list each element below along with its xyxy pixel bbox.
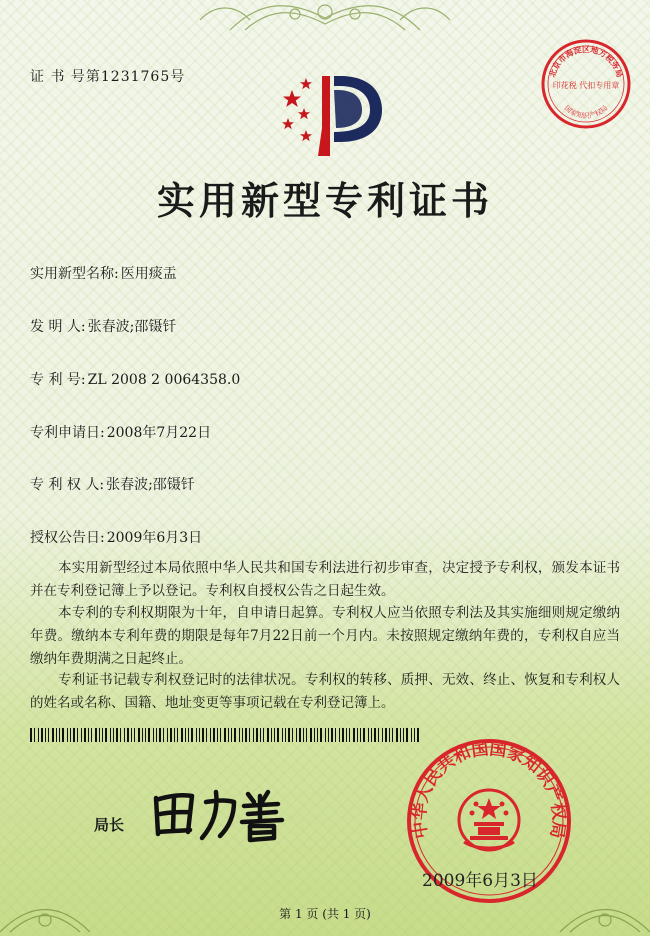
national-emblem bbox=[459, 790, 519, 850]
field-value: ZL 2008 2 0064358.0 bbox=[87, 372, 241, 388]
field-label: 授权公告日: bbox=[30, 530, 105, 546]
field-value: 2008年7月22日 bbox=[106, 425, 212, 441]
main-seal-ring-text: 中华人民共和国国家知识产权局 bbox=[409, 739, 569, 840]
director-label: 局长 bbox=[94, 816, 125, 834]
paragraph-legal-status: 专利证书记载专利权登记时的法律状况。专利权的转移、质押、无效、终止、恢复和专利权人的姓名或名称、国籍、地址变更等事项记载在专利登记簿上。 bbox=[30, 672, 620, 711]
field-inventor bbox=[30, 316, 176, 336]
field-label: 发 明 人: bbox=[30, 319, 86, 335]
field-value: 张春波;邵镊钎 bbox=[106, 477, 195, 493]
cnipa-logo bbox=[278, 68, 388, 158]
paragraph-grant-statement: 本实用新型经过本局依照中华人民共和国专利法进行初步审查，决定授予专利权，颁发本证书并在专利登记簿上予以登记。专利权自授权公告之日起生效。 bbox=[30, 560, 620, 599]
field-label: 专 利 号: bbox=[30, 372, 86, 388]
field-utility-model-name bbox=[30, 263, 177, 283]
field-value: 2009年6月3日 bbox=[106, 530, 203, 546]
director-signature bbox=[148, 784, 298, 844]
issue-date: 2009年6月3日 bbox=[422, 871, 538, 891]
field-label: 专 利 权 人: bbox=[30, 477, 105, 493]
bottom-ornamental-border bbox=[0, 892, 650, 936]
svg-text:国家知识产权局 bbox=[563, 103, 610, 120]
tax-seal-center-text: 印花税 代扣专用章 bbox=[552, 81, 620, 90]
tax-seal-ring-text: 北京市海淀区地方税务局 bbox=[547, 45, 625, 79]
field-grant-date bbox=[30, 527, 202, 547]
field-value: 张春波;邵镊钎 bbox=[87, 319, 177, 335]
field-patentee bbox=[30, 474, 195, 494]
field-label: 专利申请日: bbox=[30, 425, 105, 441]
certificate-title: 实用新型专利证书 bbox=[156, 178, 493, 223]
tax-stamp-seal bbox=[540, 38, 632, 130]
field-label: 实用新型名称: bbox=[30, 266, 119, 282]
paragraph-term-and-fees: 本专利的专利权期限为十年，自申请日起算。专利权人应当依照专利法及其实施细则规定缴纳年费。缴纳本专利年费的期限是每年7月22日前一个月内。未按照规定缴纳年费的，专利权自应当缴纳年费期满之日起终止。 bbox=[30, 605, 620, 667]
page-number: 第 1 页 (共 1 页) bbox=[279, 907, 371, 921]
field-application-date bbox=[30, 422, 211, 442]
barcode bbox=[30, 728, 420, 742]
field-value: 医用痰盂 bbox=[120, 266, 177, 282]
certificate-number: 证 书 号第1231765号 bbox=[30, 69, 186, 85]
field-patent-number bbox=[30, 369, 240, 389]
tax-seal-bottom-text: 国家知识产权局 bbox=[562, 104, 610, 120]
top-ornamental-border bbox=[0, 0, 650, 36]
